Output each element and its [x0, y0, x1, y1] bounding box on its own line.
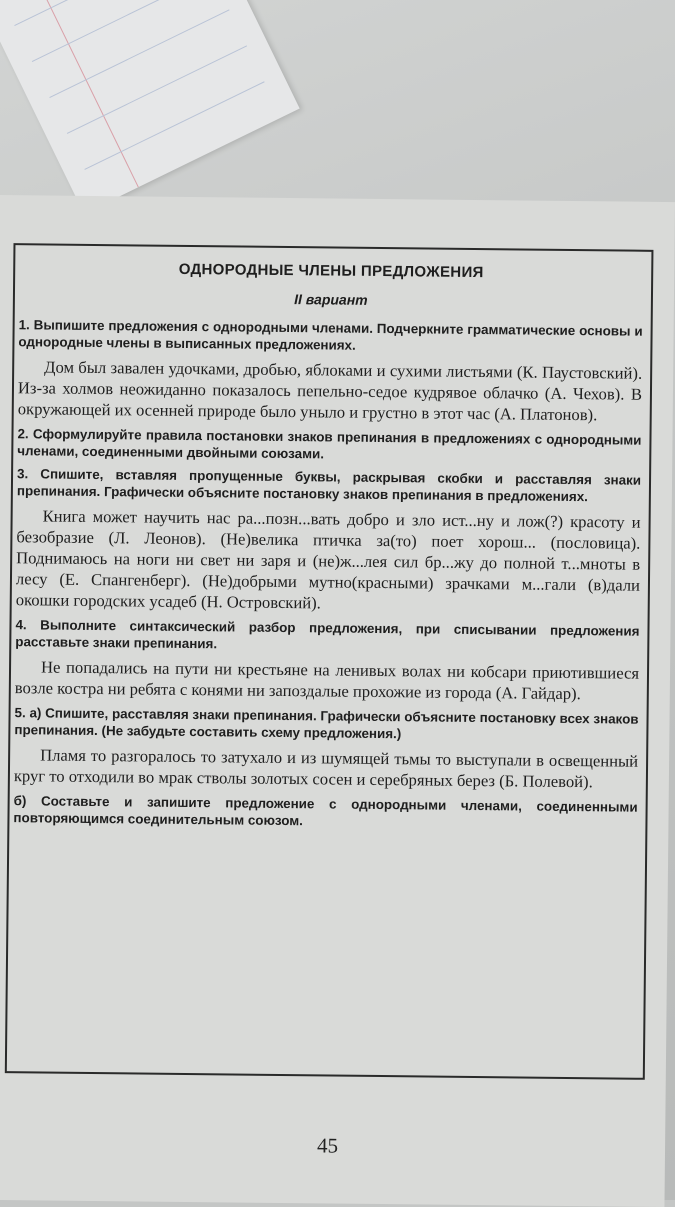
notebook-rule-line: [14, 0, 194, 26]
task-4-instruction: 4. Выполните синтаксический разбор предложения, при списывании предложения расставьте знаки препинания.: [15, 617, 640, 652]
task-4-text: Не попадались на пути ни крестьяне на ленивых волах ни кобсари приютившиеся возле костра ни ребята с конями ни запоздалые прохожие из города (А. Гайдар).: [14, 657, 640, 704]
notebook-rule-line: [67, 45, 247, 134]
task-3-instruction: 3. Спишите, вставляя пропущенные буквы, раскрывая скобки и расставляя знаки препинания. Графически объясните постановку знаков препинания в предложениях.: [16, 466, 642, 505]
notebook-rule-line: [49, 9, 229, 98]
task-1-instruction: 1. Выпишите предложения с однородными членами. Подчеркните грамматические основы и однородные члены в выписанных предложениях.: [18, 317, 643, 353]
textbook-page: [0, 195, 675, 1207]
task-3-text: Книга может научить нас ра...позн...вать добро и зло ист...ну и лож(?) красоту и безобразие (Л. Леонов). (Не)велика птичка за(то) поет хорош... (пословица). Поднимаюсь на ноги ни свет ни заря и (не)ж...лея сил бр...жу до полной т...мноты в лесу (Е. Спангенберг). (Не)добрыми мутно(красными) зрачками м...гали (в)дали окошки городских усадеб (Н. Островский).: [15, 506, 641, 613]
page-title: ОДНОРОДНЫЕ ЧЛЕНЫ ПРЕДЛОЖЕНИЯ: [178, 260, 484, 282]
variant-label: II вариант: [294, 291, 368, 308]
task-5b-instruction: б) Составьте и запишите предложение с однородными членами, соединенными повторяющимся соединительным союзом.: [13, 793, 638, 829]
task-2-instruction: 2. Сформулируйте правила постановки знаков препинания в предложениях с однородными членами, соединенными двойными союзами.: [17, 426, 642, 462]
page-number: 45: [316, 1133, 339, 1158]
task-1-text: Дом был завален удочками, дробью, яблоками и сухими листьями (К. Паустовский). Из-за холмов неожиданно показалось пепельно-седое кудрявое облачко (А. Чехов). В окружающей их осенней природе было уныло и грустно в этот час (А. Платонов).: [17, 357, 643, 425]
exercise-frame: [5, 243, 654, 1080]
task-5a-instruction: 5. а) Спишите, расставляя знаки препинания. Графически объясните постановку всех знаков препинания. (Не забудьте составить схему предложения.): [14, 705, 639, 742]
task-5a-text: Пламя то разгоралось то затухало и из шумящей тьмы то выступали в освещенный круг то отходили во мрак стволы золотых сосен и серебряных берез (Б. Полевой).: [13, 745, 639, 792]
